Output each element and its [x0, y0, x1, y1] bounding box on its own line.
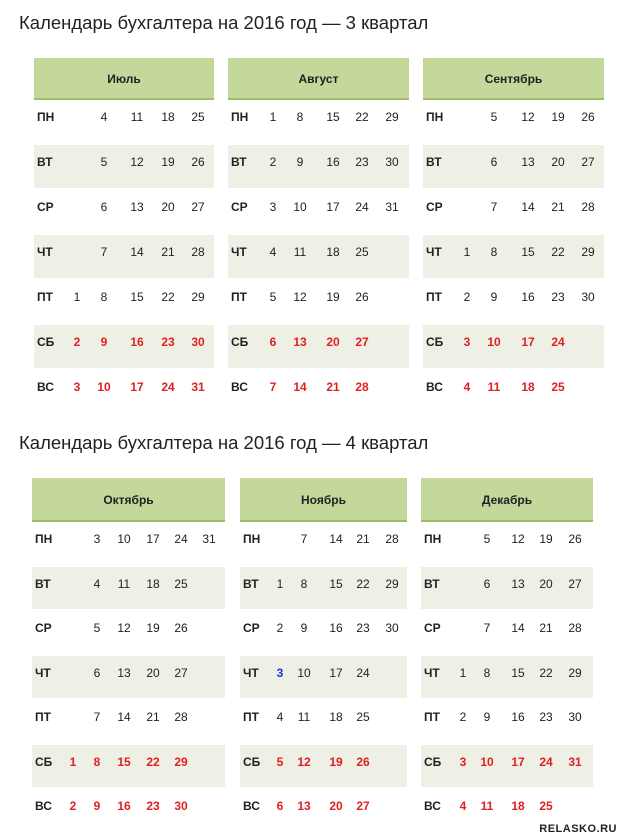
- day-cell: 21: [161, 245, 175, 259]
- day-cell: 7: [269, 380, 277, 394]
- weekday-row: [34, 100, 214, 145]
- day-cell: 17: [146, 532, 160, 546]
- day-cell: 27: [568, 576, 582, 591]
- weekday-label: СР: [243, 621, 260, 635]
- weekday-row: [240, 567, 407, 610]
- weekday-row: [32, 611, 225, 656]
- month-3-1: [34, 58, 214, 415]
- weekday-label: СР: [424, 621, 441, 635]
- day-cell: 12: [511, 532, 525, 546]
- month-header: Декабрь: [421, 478, 593, 522]
- day-cell: 24: [161, 380, 175, 394]
- day-cell: 14: [117, 710, 131, 724]
- day-cell: 16: [511, 710, 525, 724]
- day-cell: 6: [276, 799, 284, 813]
- day-cell: 30: [174, 799, 188, 813]
- day-cell: 27: [355, 335, 369, 349]
- day-cell: 25: [551, 380, 565, 394]
- day-cell: 19: [551, 110, 565, 124]
- day-cell: 20: [329, 799, 343, 813]
- day-cell: 26: [581, 110, 595, 124]
- day-cell: 22: [146, 754, 160, 769]
- weekday-label: ПН: [231, 110, 249, 124]
- day-cell: 19: [146, 621, 160, 635]
- weekday-row: [34, 325, 214, 368]
- weekday-label: ПТ: [35, 710, 51, 724]
- weekday-label: ВТ: [35, 576, 51, 591]
- weekday-row: [34, 190, 214, 235]
- weekday-row: [34, 280, 214, 325]
- day-cell: 16: [521, 290, 535, 304]
- weekday-label: ПТ: [424, 710, 440, 724]
- day-cell: 4: [276, 710, 284, 724]
- day-cell: 1: [459, 665, 467, 680]
- day-cell: 12: [297, 754, 311, 769]
- day-cell: 11: [297, 710, 311, 724]
- day-cell: 2: [73, 335, 81, 349]
- day-cell: 6: [490, 155, 498, 169]
- day-cell: 10: [97, 380, 111, 394]
- weekday-row: [421, 567, 593, 610]
- month-4-1: [32, 478, 225, 834]
- day-cell: 23: [355, 155, 369, 169]
- day-cell: 1: [276, 576, 284, 591]
- day-cell: 14: [511, 621, 525, 635]
- day-cell: 21: [539, 621, 553, 635]
- day-cell: 6: [269, 335, 277, 349]
- weekday-label: СР: [37, 200, 54, 214]
- day-cell: 26: [355, 290, 369, 304]
- weekday-row: [228, 325, 409, 368]
- weekday-label: СБ: [424, 754, 442, 769]
- weekday-row: [228, 190, 409, 235]
- day-cell: 27: [581, 155, 595, 169]
- day-cell: 5: [100, 155, 108, 169]
- day-cell: 21: [551, 200, 565, 214]
- month-header: Ноябрь: [240, 478, 407, 522]
- day-cell: 28: [174, 710, 188, 724]
- weekday-label: ПН: [243, 532, 261, 546]
- day-cell: 5: [483, 532, 491, 546]
- day-cell: 30: [385, 621, 399, 635]
- day-cell: 25: [174, 576, 188, 591]
- day-cell: 12: [293, 290, 307, 304]
- weekday-row: [423, 235, 604, 278]
- day-cell: 20: [551, 155, 565, 169]
- weekday-label: ВС: [426, 380, 443, 394]
- day-cell: 31: [568, 754, 582, 769]
- weekday-row: [240, 611, 407, 656]
- weekday-label: ПН: [37, 110, 55, 124]
- day-cell: 26: [356, 754, 370, 769]
- day-cell: 8: [93, 754, 101, 769]
- weekday-label: ЧТ: [243, 665, 259, 680]
- day-cell: 7: [100, 245, 108, 259]
- weekday-label: ВС: [231, 380, 248, 394]
- day-cell: 15: [511, 665, 525, 680]
- day-cell: 7: [93, 710, 101, 724]
- day-cell: 18: [521, 380, 535, 394]
- day-cell: 12: [117, 621, 131, 635]
- weekday-label: ПН: [426, 110, 444, 124]
- weekday-label: СР: [231, 200, 248, 214]
- month-header: Октябрь: [32, 478, 225, 522]
- weekday-label: ЧТ: [37, 245, 53, 259]
- day-cell: 28: [568, 621, 582, 635]
- day-cell: 18: [329, 710, 343, 724]
- weekday-row: [32, 700, 225, 745]
- day-cell: 19: [161, 155, 175, 169]
- day-cell: 24: [174, 532, 188, 546]
- weekday-label: СБ: [243, 754, 261, 769]
- day-cell: 6: [483, 576, 491, 591]
- day-cell: 11: [480, 799, 494, 813]
- day-cell: 15: [329, 576, 343, 591]
- day-cell: 17: [521, 335, 535, 349]
- day-cell: 18: [161, 110, 175, 124]
- day-cell: 28: [581, 200, 595, 214]
- weekday-label: ПТ: [426, 290, 442, 304]
- day-cell: 17: [326, 200, 340, 214]
- weekday-label: ПН: [424, 532, 442, 546]
- weekday-label: СБ: [231, 335, 249, 349]
- day-cell: 13: [511, 576, 525, 591]
- day-cell: 19: [539, 532, 553, 546]
- weekday-row: [423, 190, 604, 235]
- day-cell: 9: [296, 155, 304, 169]
- day-cell: 21: [356, 532, 370, 546]
- day-cell: 17: [130, 380, 144, 394]
- day-cell: 15: [326, 110, 340, 124]
- day-cell: 9: [100, 335, 108, 349]
- weekday-row: [34, 145, 214, 188]
- site-watermark: RELASKO.RU: [535, 822, 621, 836]
- day-cell: 8: [300, 576, 308, 591]
- day-cell: 25: [191, 110, 205, 124]
- day-cell: 10: [117, 532, 131, 546]
- day-cell: 4: [93, 576, 101, 591]
- day-cell: 7: [483, 621, 491, 635]
- day-cell: 10: [293, 200, 307, 214]
- day-cell: 14: [130, 245, 144, 259]
- day-cell: 23: [356, 621, 370, 635]
- weekday-label: СБ: [426, 335, 444, 349]
- day-cell: 29: [568, 665, 582, 680]
- day-cell: 23: [161, 335, 175, 349]
- day-cell: 29: [174, 754, 188, 769]
- weekday-label: ЧТ: [231, 245, 247, 259]
- day-cell: 31: [385, 200, 399, 214]
- day-cell: 2: [459, 710, 467, 724]
- day-cell: 28: [191, 245, 205, 259]
- day-cell: 4: [100, 110, 108, 124]
- day-cell: 5: [93, 621, 101, 635]
- day-cell: 4: [459, 799, 467, 813]
- day-cell: 15: [521, 245, 535, 259]
- day-cell: 14: [521, 200, 535, 214]
- weekday-label: ВТ: [37, 155, 53, 169]
- day-cell: 11: [293, 245, 307, 259]
- day-cell: 20: [539, 576, 553, 591]
- day-cell: 17: [511, 754, 525, 769]
- day-cell: 11: [117, 576, 131, 591]
- weekday-row: [240, 745, 407, 788]
- day-cell: 9: [93, 799, 101, 813]
- day-cell: 23: [146, 799, 160, 813]
- month-header: Июль: [34, 58, 214, 100]
- day-cell: 13: [130, 200, 144, 214]
- day-cell: 1: [269, 110, 277, 124]
- day-cell: 2: [269, 155, 277, 169]
- weekday-label: ВС: [424, 799, 441, 813]
- weekday-row: [423, 145, 604, 188]
- day-cell: 11: [487, 380, 501, 394]
- weekday-label: ВТ: [231, 155, 247, 169]
- weekday-label: СР: [426, 200, 443, 214]
- day-cell: 12: [130, 155, 144, 169]
- weekday-row: [228, 280, 409, 325]
- day-cell: 7: [490, 200, 498, 214]
- weekday-row: [32, 522, 225, 567]
- day-cell: 9: [490, 290, 498, 304]
- day-cell: 19: [329, 754, 343, 769]
- day-cell: 5: [490, 110, 498, 124]
- day-cell: 18: [511, 799, 525, 813]
- day-cell: 15: [117, 754, 131, 769]
- weekday-label: ПН: [35, 532, 53, 546]
- day-cell: 22: [355, 110, 369, 124]
- weekday-row: [423, 325, 604, 368]
- weekday-label: ВС: [35, 799, 52, 813]
- weekday-label: ПТ: [231, 290, 247, 304]
- weekday-row: [423, 100, 604, 145]
- weekday-row: [32, 745, 225, 788]
- day-cell: 1: [73, 290, 81, 304]
- day-cell: 25: [355, 245, 369, 259]
- weekday-row: [34, 235, 214, 278]
- month-header: Август: [228, 58, 409, 100]
- day-cell: 4: [269, 245, 277, 259]
- day-cell: 21: [326, 380, 340, 394]
- day-cell: 8: [483, 665, 491, 680]
- weekday-label: ПТ: [243, 710, 259, 724]
- day-cell: 30: [581, 290, 595, 304]
- day-cell: 30: [191, 335, 205, 349]
- weekday-row: [423, 280, 604, 325]
- day-cell: 27: [191, 200, 205, 214]
- day-cell: 13: [297, 799, 311, 813]
- weekday-row: [228, 370, 409, 415]
- day-cell: 18: [146, 576, 160, 591]
- day-cell: 26: [174, 621, 188, 635]
- weekday-label: СБ: [37, 335, 55, 349]
- day-cell: 26: [191, 155, 205, 169]
- weekday-row: [32, 789, 225, 834]
- weekday-row: [240, 656, 407, 699]
- weekday-row: [228, 235, 409, 278]
- day-cell: 3: [93, 532, 101, 546]
- weekday-row: [240, 700, 407, 745]
- weekday-label: ВС: [243, 799, 260, 813]
- day-cell: 24: [356, 665, 370, 680]
- day-cell: 3: [459, 754, 467, 769]
- day-cell: 11: [130, 110, 144, 124]
- day-cell: 20: [161, 200, 175, 214]
- day-cell: 5: [276, 754, 284, 769]
- month-header: Сентябрь: [423, 58, 604, 100]
- weekday-row: [240, 789, 407, 834]
- day-cell: 22: [539, 665, 553, 680]
- day-cell: 20: [326, 335, 340, 349]
- day-cell: 22: [551, 245, 565, 259]
- weekday-row: [421, 700, 593, 745]
- day-cell: 22: [161, 290, 175, 304]
- weekday-label: ВТ: [243, 576, 259, 591]
- day-cell: 29: [191, 290, 205, 304]
- weekday-row: [240, 522, 407, 567]
- month-4-2: [240, 478, 407, 834]
- weekday-row: [228, 145, 409, 188]
- day-cell: 12: [521, 110, 535, 124]
- day-cell: 10: [487, 335, 501, 349]
- day-cell: 3: [73, 380, 81, 394]
- month-3-3: [423, 58, 604, 415]
- day-cell: 17: [329, 665, 343, 680]
- weekday-row: [423, 370, 604, 415]
- quarter-3-title: Календарь бухгалтера на 2016 год — 3 квартал: [19, 12, 429, 33]
- day-cell: 19: [326, 290, 340, 304]
- day-cell: 10: [480, 754, 494, 769]
- day-cell: 9: [483, 710, 491, 724]
- weekday-row: [421, 789, 593, 834]
- day-cell: 29: [385, 576, 399, 591]
- day-cell: 8: [490, 245, 498, 259]
- day-cell: 30: [568, 710, 582, 724]
- day-cell: 27: [356, 799, 370, 813]
- day-cell: 25: [539, 799, 553, 813]
- day-cell: 23: [551, 290, 565, 304]
- weekday-label: ЧТ: [426, 245, 442, 259]
- day-cell: 25: [356, 710, 370, 724]
- day-cell: 2: [276, 621, 284, 635]
- day-cell: 10: [297, 665, 311, 680]
- day-cell: 22: [356, 576, 370, 591]
- weekday-row: [32, 656, 225, 699]
- day-cell: 5: [269, 290, 277, 304]
- weekday-label: СР: [35, 621, 52, 635]
- weekday-row: [421, 656, 593, 699]
- day-cell: 6: [93, 665, 101, 680]
- day-cell: 30: [385, 155, 399, 169]
- day-cell: 1: [69, 754, 77, 769]
- day-cell: 24: [551, 335, 565, 349]
- weekday-label: ВТ: [424, 576, 440, 591]
- day-cell: 7: [300, 532, 308, 546]
- day-cell: 26: [568, 532, 582, 546]
- month-4-3: [421, 478, 593, 834]
- day-cell: 13: [521, 155, 535, 169]
- weekday-row: [421, 611, 593, 656]
- day-cell: 31: [202, 532, 216, 546]
- day-cell: 23: [539, 710, 553, 724]
- day-cell: 18: [326, 245, 340, 259]
- day-cell: 27: [174, 665, 188, 680]
- day-cell: 14: [329, 532, 343, 546]
- weekday-row: [34, 370, 214, 415]
- day-cell: 28: [385, 532, 399, 546]
- day-cell: 24: [539, 754, 553, 769]
- day-cell: 16: [326, 155, 340, 169]
- weekday-row: [421, 745, 593, 788]
- weekday-row: [228, 100, 409, 145]
- weekday-label: ЧТ: [35, 665, 51, 680]
- day-cell: 3: [463, 335, 471, 349]
- day-cell: 2: [69, 799, 77, 813]
- day-cell: 3: [269, 200, 277, 214]
- day-cell: 16: [130, 335, 144, 349]
- weekday-label: ВТ: [426, 155, 442, 169]
- day-cell: 31: [191, 380, 205, 394]
- day-cell: 9: [300, 621, 308, 635]
- day-cell: 28: [355, 380, 369, 394]
- day-cell: 8: [100, 290, 108, 304]
- day-cell: 20: [146, 665, 160, 680]
- day-cell: 13: [117, 665, 131, 680]
- day-cell: 15: [130, 290, 144, 304]
- day-cell: 4: [463, 380, 471, 394]
- day-cell: 24: [355, 200, 369, 214]
- day-cell: 13: [293, 335, 307, 349]
- day-cell: 14: [293, 380, 307, 394]
- weekday-row: [32, 567, 225, 610]
- day-cell: 21: [146, 710, 160, 724]
- day-cell: 2: [463, 290, 471, 304]
- day-cell: 16: [117, 799, 131, 813]
- weekday-label: ЧТ: [424, 665, 440, 680]
- day-cell: 3: [276, 665, 284, 680]
- day-cell: 29: [581, 245, 595, 259]
- day-cell: 1: [463, 245, 471, 259]
- weekday-row: [421, 522, 593, 567]
- day-cell: 16: [329, 621, 343, 635]
- day-cell: 29: [385, 110, 399, 124]
- day-cell: 6: [100, 200, 108, 214]
- month-3-2: [228, 58, 409, 415]
- quarter-4-title: Календарь бухгалтера на 2016 год — 4 квартал: [19, 432, 429, 453]
- weekday-label: СБ: [35, 754, 53, 769]
- weekday-label: ВС: [37, 380, 54, 394]
- weekday-label: ПТ: [37, 290, 53, 304]
- day-cell: 8: [296, 110, 304, 124]
